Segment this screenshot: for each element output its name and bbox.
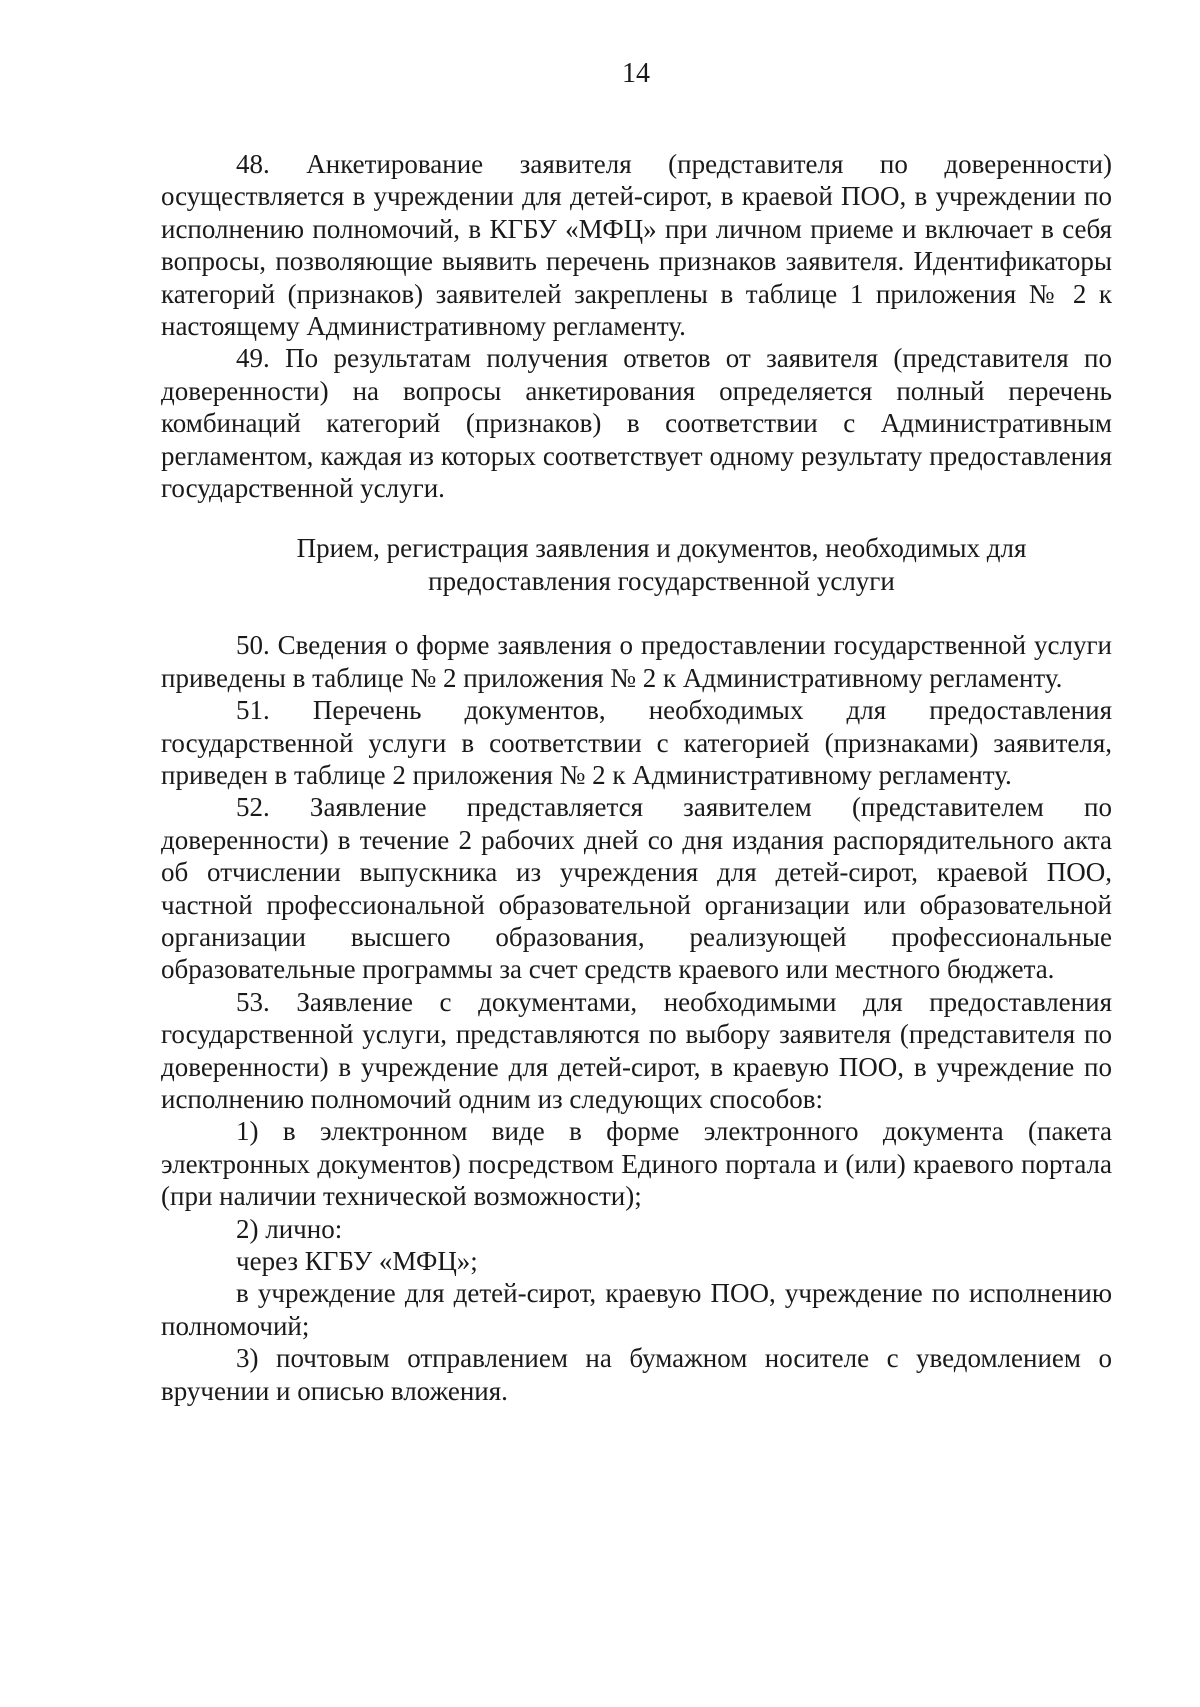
paragraph-51: 51. Перечень документов, необходимых для предоставления государственной услуги в соответствии с категорией (признаками) заявителя, приведен в таблице 2 приложения № 2 к Административному регламенту.: [161, 695, 1112, 790]
page-number: 14: [622, 58, 650, 89]
section-heading: Прием, регистрация заявления и документов, необходимых для предоставления государственной услуги: [296, 533, 1027, 596]
list-subitem-institution: в учреждение для детей-сирот, краевую ПОО, учреждение по исполнению полномочий;: [161, 1278, 1112, 1341]
paragraph-48: 48. Анкетирование заявителя (представителя по доверенности) осуществляется в учреждении для детей-сирот, в краевой ПОО, в учреждении по исполнению полномочий, в КГБУ «МФЦ» при личном приеме и включает в себя вопросы, позволяющие выявить перечень признаков заявителя. Идентификаторы категорий (признаков) заявителей закреплены в таблице 1 приложения № 2 к настоящему Административному регламенту.: [161, 149, 1112, 342]
paragraph-53: 53. Заявление с документами, необходимыми для предоставления государственной услуги, представляются по выбору заявителя (представителя по доверенности) в учреждение для детей-сирот, в краевую ПОО, в учреждение по исполнению полномочий одним из следующих способов:: [161, 986, 1112, 1114]
list-item-in-person: 2) лично:: [236, 1213, 343, 1244]
paragraph-50: 50. Сведения о форме заявления о предоставлении государственной услуги приведены в таблице № 2 приложения № 2 к Административному регламенту.: [161, 630, 1112, 693]
list-subitem-mfc: через КГБУ «МФЦ»;: [236, 1246, 478, 1276]
list-item-electronic: 1) в электронном виде в форме электронного документа (пакета электронных документов) посредством Единого портала и (или) краевого портала (при наличии технической возможности);: [161, 1116, 1112, 1212]
document-body: [161, 148, 1112, 1407]
paragraph-49: 49. По результатам получения ответов от заявителя (представителя по доверенности) на вопросы анкетирования определяется полный перечень комбинаций категорий (признаков) в соответствии с Административным регламентом, каждая из которых соответствует одному результату предоставления государственной услуги.: [161, 343, 1112, 504]
paragraph-52: 52. Заявление представляется заявителем (представителем по доверенности) в течение 2 рабочих дней со дня издания распорядительного акта об отчислении выпускника из учреждения для детей-сирот, краевой ПОО, частной профессиональной образовательной организации или образовательной организации высшего образования, реализующей профессиональные образовательные программы за счет средств краевого или местного бюджета.: [161, 792, 1112, 985]
list-item-postal: 3) почтовым отправлением на бумажном носителе с уведомлением о вручении и описью вложения.: [161, 1343, 1112, 1406]
